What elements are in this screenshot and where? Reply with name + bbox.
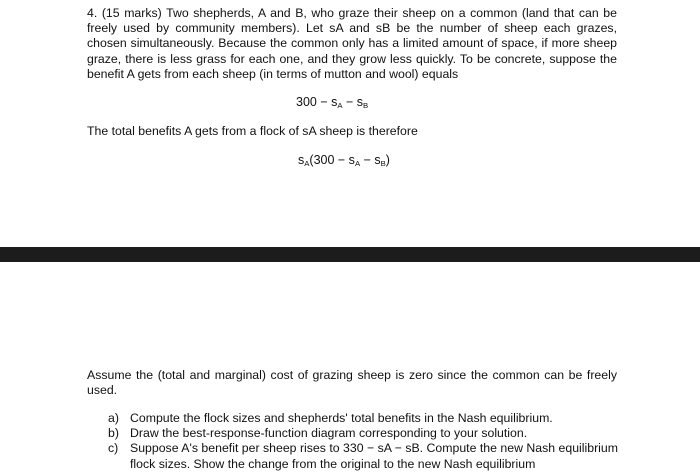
- sub-question-marker: b): [108, 426, 119, 441]
- sub-question-marker: a): [108, 411, 119, 425]
- benefit-per-sheep-formula: $300 - s_A - s_B$: [296, 95, 369, 110]
- zero-cost-assumption: Assume the (total and marginal) cost of grazing sheep is zero since the common can be freely used.: [87, 368, 617, 398]
- sub-question-text: Compute the flock sizes and shepherds' total benefits in the Nash equilibrium.: [130, 411, 553, 425]
- sub-question-marker: c): [108, 441, 119, 456]
- sub-question-b: [108, 426, 618, 441]
- question-intro-paragraph: 4. (15 marks) Two shepherds, A and B, who graze their sheep on a common (land that can be freely used by community members). Let sA and sB be the number of sheep each grazes, chosen simultaneously. Because the common only has a limited amount of space, if more sheep graze, there is less grass for each one, and they grow less quickly. To be concrete, suppose the benefit A gets from each sheep (in terms of mutton and wool) equals: [87, 6, 617, 81]
- sub-question-a: [108, 411, 618, 426]
- sub-question-text: Suppose A's benefit per sheep rises to 330 − sA − sB. Compute the new Nash equilibrium flock sizes. Show the change from the original to the new Nash equilibrium: [130, 441, 618, 471]
- total-benefit-sentence: The total benefits A gets from a flock of sA sheep is therefore: [87, 124, 418, 138]
- sub-question-c: [108, 441, 618, 471]
- total-benefit-formula: $s_A(300 - s_A - s_B)$: [298, 153, 390, 168]
- page-divider: [0, 247, 700, 262]
- sub-question-list: [108, 411, 618, 472]
- question-page-bottom: [0, 262, 700, 473]
- sub-question-text: Draw the best-response-function diagram corresponding to your solution.: [130, 426, 528, 441]
